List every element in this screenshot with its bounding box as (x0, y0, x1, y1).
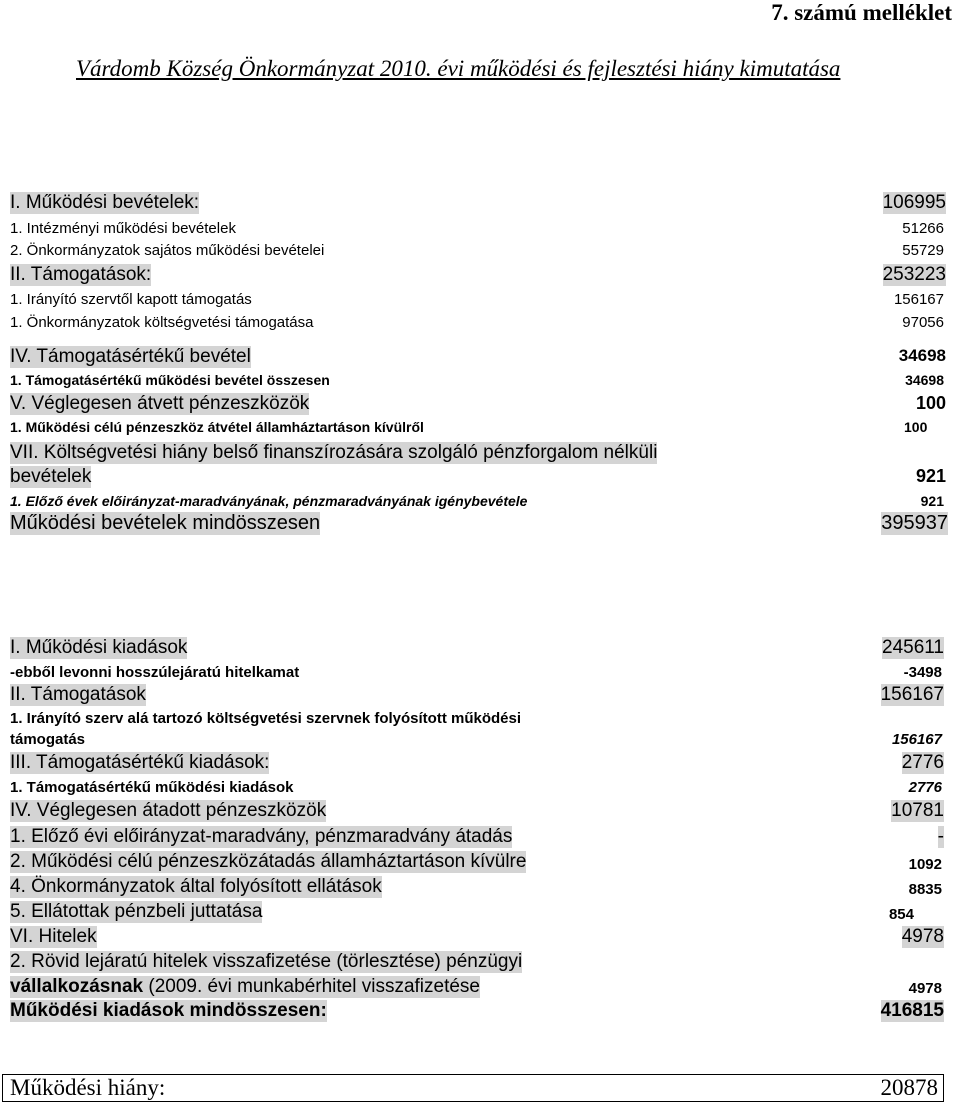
income-value-12: 921 (915, 466, 946, 486)
income-value-13: 921 (920, 493, 944, 509)
expense-label-15 (10, 976, 480, 998)
expense-value-10: 1092 (908, 856, 942, 873)
expense-label-11: 4. Önkormányzatok által folyósított ellátások (10, 876, 382, 897)
document-title: Várdomb Község Önkormányzat 2010. évi működési és fejlesztési hiány kimutatása (76, 56, 841, 81)
expense-label-6: III. Támogatásértékű kiadások: (10, 752, 270, 773)
expense-label-15-bold: vállalkozásnak (10, 976, 149, 997)
income-value-5: 156167 (893, 291, 944, 308)
income-value-3: 55729 (902, 242, 944, 259)
income-label-4: II. Támogatások: (10, 264, 152, 285)
income-label-7: IV. Támogatásértékű bevétel (10, 346, 251, 367)
income-total-value: 395937 (881, 512, 948, 534)
expense-label-8: IV. Véglegesen átadott pénzeszközök (10, 800, 327, 821)
income-value-7: 34698 (898, 346, 946, 365)
income-total-label: Működési bevételek mindösszesen (10, 512, 321, 534)
income-value-1: 106995 (882, 192, 946, 213)
expense-label-7: 1. Támogatásértékű működési kiadások (10, 779, 294, 796)
deficit-value: 20878 (880, 1075, 938, 1100)
expense-label-1: I. Működési kiadások (10, 637, 188, 658)
expense-label-14: 2. Rövid lejáratú hitelek visszafizetése (törlesztése) pénzügyi (10, 951, 523, 972)
expense-value-12: 854 (888, 906, 914, 923)
expense-label-9: 1. Előző évi előirányzat-maradvány, pénzmaradvány átadás (10, 826, 513, 847)
expense-value-2: -3498 (903, 664, 942, 681)
expense-label-5: támogatás (10, 731, 86, 748)
deficit-label: Működési hiány: (10, 1075, 166, 1100)
expense-label-10: 2. Működési célú pénzeszközátadás államháztartáson kívülre (10, 851, 527, 872)
expense-total-value: 416815 (880, 1000, 944, 1021)
income-label-2: 1. Intézményi működési bevételek (10, 220, 236, 237)
expense-total-label: Működési kiadások mindösszesen: (10, 1000, 327, 1021)
expense-value-8: 10781 (891, 800, 944, 821)
income-label-9: V. Véglegesen átvett pénzeszközök (10, 393, 310, 414)
income-label-3: 2. Önkormányzatok sajátos működési bevételei (10, 242, 325, 259)
income-value-10: 100 (904, 419, 928, 435)
expense-label-2: -ebből levonni hosszúlejáratú hitelkamat (10, 664, 300, 681)
income-value-4: 253223 (882, 264, 946, 285)
expense-label-13: VI. Hitelek (10, 926, 97, 947)
expense-value-9: - (937, 826, 944, 847)
income-value-6: 97056 (902, 314, 944, 331)
income-label-8: 1. Támogatásértékű működési bevétel összesen (10, 372, 330, 388)
income-label-10: 1. Működési célú pénzeszköz átvétel államháztartáson kívülről (10, 419, 424, 435)
income-value-8: 34698 (905, 372, 944, 388)
expense-label-3: II. Támogatások (10, 684, 146, 705)
expense-value-11: 8835 (908, 881, 942, 898)
expense-value-1: 245611 (882, 637, 944, 658)
expense-value-7: 2776 (908, 779, 942, 796)
expense-label-15-rest: (2009. évi munkabérhitel visszafizetése (148, 976, 480, 997)
income-value-2: 51266 (902, 220, 944, 237)
income-label-1: I. Működési bevételek: (10, 192, 200, 213)
expense-label-12: 5. Ellátottak pénzbeli juttatása (10, 901, 263, 922)
annex-label: 7. számú melléklet (771, 0, 952, 25)
expense-value-15: 4978 (908, 980, 942, 997)
expense-value-6: 2776 (901, 752, 944, 773)
income-value-9: 100 (915, 393, 946, 413)
expense-value-13: 4978 (901, 926, 944, 947)
expense-value-3: 156167 (880, 684, 944, 705)
income-label-12: bevételek (10, 466, 92, 487)
income-label-5: 1. Irányító szervtől kapott támogatás (10, 291, 252, 308)
expense-value-5: 156167 (891, 731, 942, 748)
income-label-13: 1. Előző évek előirányzat-maradványának, pénzmaradványának igénybevétele (10, 493, 528, 509)
income-label-11: VII. Költségvetési hiány belső finanszírozására szolgáló pénzforgalom nélküli (10, 442, 658, 463)
income-label-6: 1. Önkormányzatok költségvetési támogatása (10, 314, 314, 331)
expense-label-4: 1. Irányító szerv alá tartozó költségvetési szervnek folyósított működési (10, 710, 522, 727)
